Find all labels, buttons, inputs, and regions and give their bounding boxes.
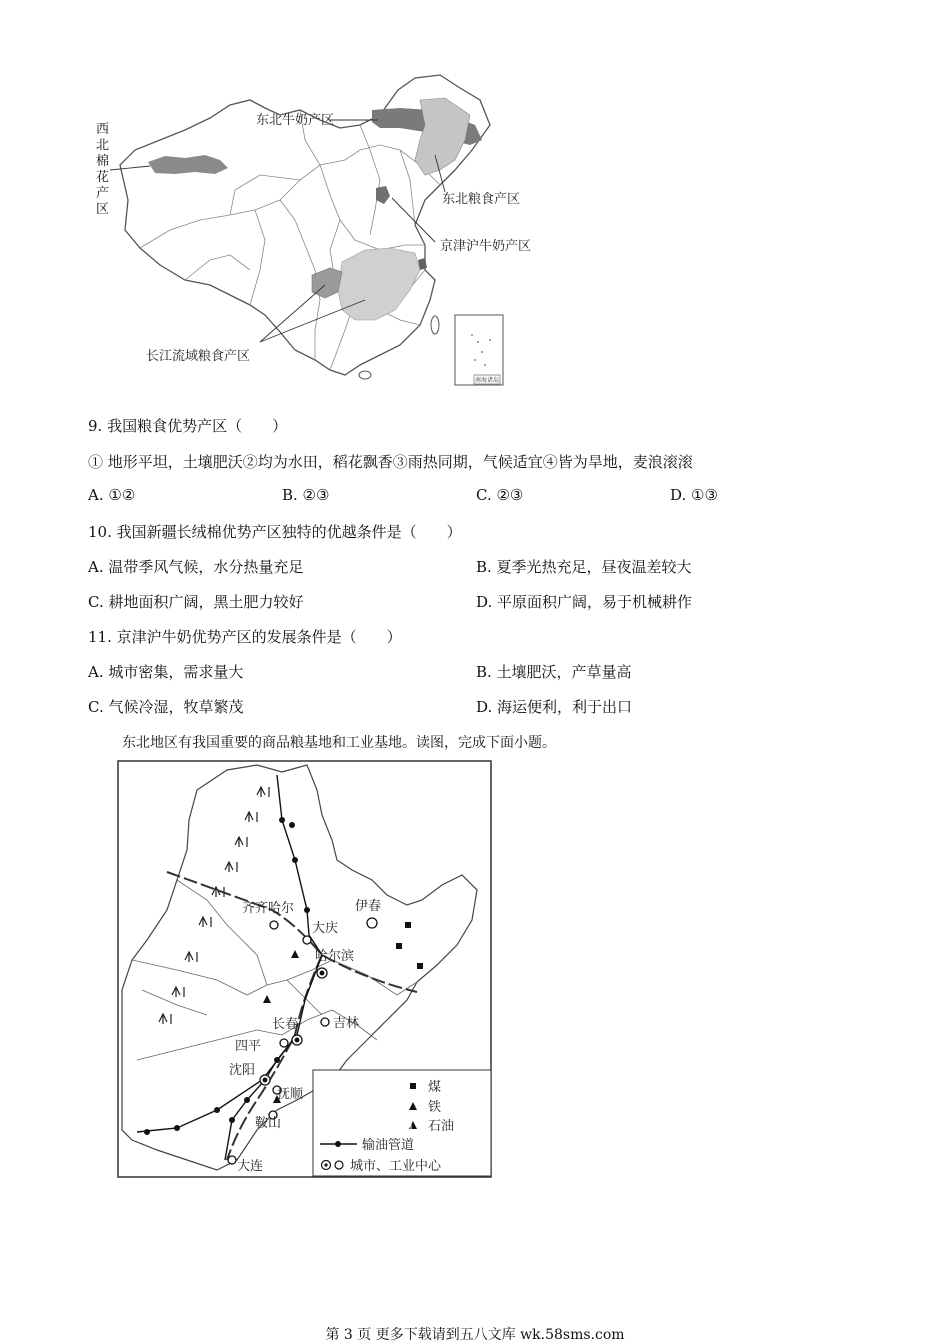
legend-coal: 煤 — [428, 1080, 442, 1095]
hainan-island — [359, 371, 371, 379]
legend-city: 城市、工业中心 — [350, 1159, 442, 1174]
south-china-sea-inset — [455, 315, 503, 385]
label-yangtze-grain: 长江流域粮食产区 — [146, 349, 251, 364]
question-9-option-b[interactable]: B. ②③ — [282, 486, 330, 504]
inset-label: 南海诸岛 — [474, 377, 500, 384]
question-10-stem: 10. 我国新疆长绒棉优势产区独特的优越条件是（ ） — [88, 523, 462, 541]
label-jingjinhu-dairy: 京津沪牛奶产区 — [440, 239, 532, 254]
city-yichun: 伊春 — [355, 899, 382, 914]
city-harbin: 哈尔滨 — [315, 949, 355, 964]
question-10-option-d[interactable]: D. 平原面积广阔，易于机械耕作 — [476, 593, 693, 611]
question-11-option-c[interactable]: C. 气候冷湿，牧草繁茂 — [88, 698, 244, 716]
question-11-option-a[interactable]: A. 城市密集，需求量大 — [88, 663, 244, 681]
label-northeast-dairy: 东北牛奶产区 — [256, 113, 335, 128]
city-anshan: 鞍山 — [255, 1116, 282, 1131]
question-10-option-b[interactable]: B. 夏季光热充足，昼夜温差较大 — [476, 558, 692, 576]
question-9-option-d[interactable]: D. ①③ — [670, 486, 718, 504]
city-shenyang: 沈阳 — [229, 1063, 256, 1078]
question-11-option-b[interactable]: B. 土壤肥沃，产草量高 — [476, 663, 632, 681]
question-11-option-d[interactable]: D. 海运便利，利于出口 — [476, 698, 633, 716]
question-9-stem: 9. 我国粮食优势产区（ ） — [88, 417, 288, 435]
question-10-option-a[interactable]: A. 温带季风气候，水分热量充足 — [88, 558, 304, 576]
legend-oil: 石油 — [428, 1119, 455, 1134]
label-northeast-grain: 东北粮食产区 — [442, 192, 521, 207]
taiwan-island — [431, 316, 439, 334]
city-dalian: 大连 — [237, 1159, 264, 1174]
city-qiqihar: 齐齐哈尔 — [242, 901, 295, 916]
question-10-option-c[interactable]: C. 耕地面积广阔，黑土肥力较好 — [88, 593, 304, 611]
question-9-statement: ① 地形平坦，土壤肥沃②均为水田，稻花飘香③雨热同期，气候适宜④皆为旱地，麦浪滚滚 — [88, 453, 693, 471]
city-jilin: 吉林 — [333, 1016, 360, 1031]
question-9-option-c[interactable]: C. ②③ — [476, 486, 524, 504]
northeast-china-map — [117, 760, 493, 1180]
china-agriculture-map — [80, 70, 560, 390]
page-footer: 第 3 页 更多下载请到五八文库 wk.58sms.com — [325, 1327, 625, 1343]
city-changchun: 长春 — [272, 1017, 299, 1032]
legend-pipeline: 输油管道 — [362, 1138, 415, 1153]
city-daqing: 大庆 — [312, 921, 339, 936]
legend-iron: 铁 — [428, 1100, 442, 1115]
question-9-option-a[interactable]: A. ①② — [88, 486, 136, 504]
map2-legend — [313, 1070, 491, 1176]
city-siping: 四平 — [235, 1039, 262, 1054]
label-northwest-cotton: 西北棉花产区 — [96, 122, 110, 217]
city-fushun: 抚顺 — [277, 1087, 304, 1102]
intro-text: 东北地区有我国重要的商品粮基地和工业基地。读图，完成下面小题。 — [122, 735, 556, 751]
northeast-grain-region — [415, 98, 470, 175]
question-11-stem: 11. 京津沪牛奶优势产区的发展条件是（ ） — [88, 628, 402, 646]
